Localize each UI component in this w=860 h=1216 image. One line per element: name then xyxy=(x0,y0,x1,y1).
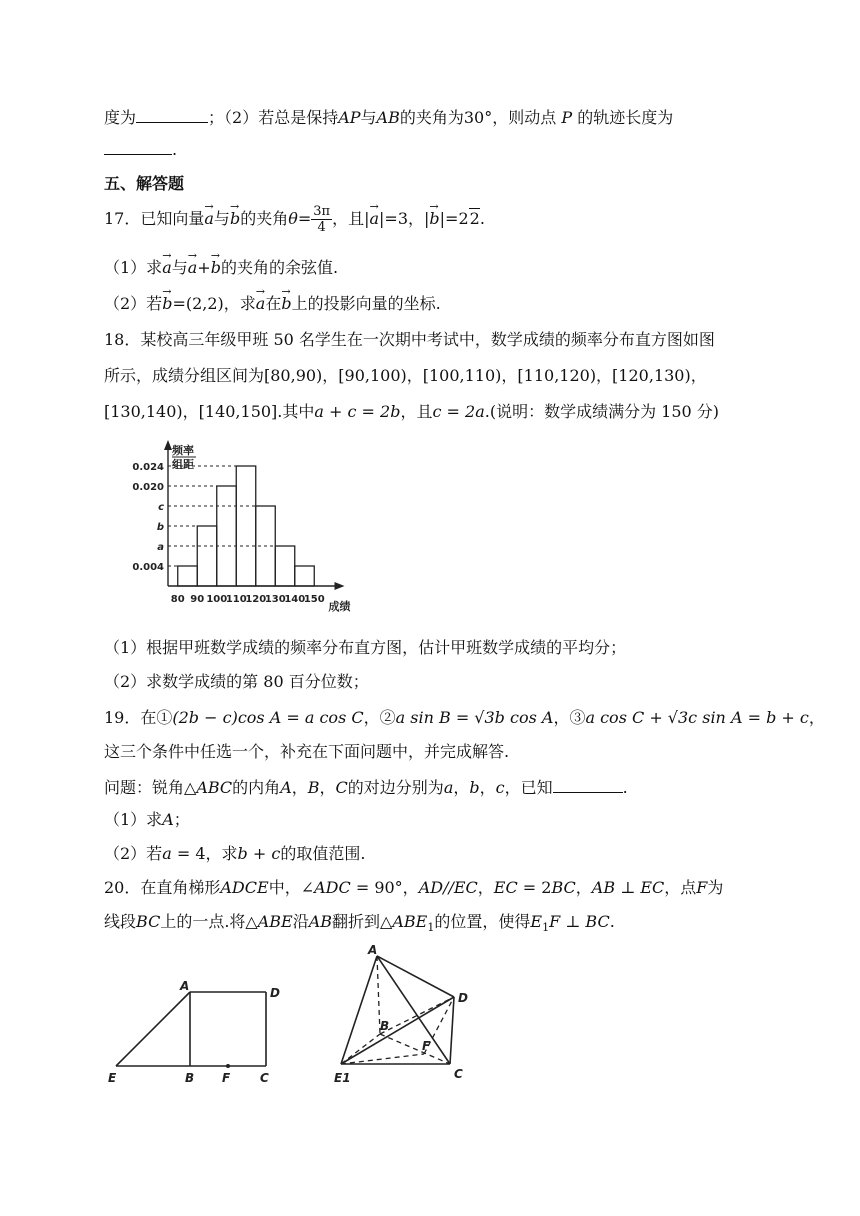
q19-part1: （1）求A； xyxy=(104,810,190,829)
point-f xyxy=(226,1064,230,1068)
label-c: C xyxy=(454,1067,463,1081)
q20-line1: 20．在直角梯形ADCE中，∠ADC = 90°，AD//EC，EC = 2BC，AB ⊥ EC，点F为 xyxy=(104,878,724,897)
y-tick-label: 0.024 xyxy=(132,462,164,473)
y-tick-label: 0.020 xyxy=(132,482,164,493)
q19-line1: 19．在①(2b − c)cos A = a cos C，②a sin B = √3b cos A，③a cos C + √3c sin A = b + c， xyxy=(104,708,825,727)
label-f: F xyxy=(222,1071,231,1085)
histogram-bar xyxy=(217,486,237,586)
x-tick-label: 90 xyxy=(190,594,205,605)
histogram-bar xyxy=(178,566,198,586)
y-axis-label-top: 频率 xyxy=(172,444,194,457)
q19-line3: 问题：锐角△ABC的内角A，B，C的对边分别为a，b，c，已知 . xyxy=(104,774,628,800)
q18-line2: 所示，成绩分组区间为[80,90)，[90,100)，[100,110)，[110,120)，[120,130)， xyxy=(104,366,707,385)
y-axis-arrow xyxy=(164,440,172,450)
label-b: B xyxy=(185,1071,195,1085)
x-tick-label: 150 xyxy=(303,594,325,605)
histogram-bar xyxy=(197,526,217,586)
histogram-bar xyxy=(236,466,256,586)
edge-dc xyxy=(450,997,454,1064)
label-a: A xyxy=(368,943,378,957)
trapezoid-figure xyxy=(104,970,294,1090)
x-tick-label: 140 xyxy=(284,594,306,605)
q17-part1: （1）求→ a与→ a+→ b的夹角的余弦值. xyxy=(104,256,338,280)
q19-line2: 这三个条件中任选一个，补充在下面问题中，并完成解答. xyxy=(104,742,510,761)
answer-blank xyxy=(553,774,623,793)
folded-pyramid-figure xyxy=(330,940,520,1095)
label-e: E xyxy=(108,1071,117,1085)
x-axis-label: 成绩 xyxy=(328,600,351,613)
label-d: D xyxy=(458,991,468,1005)
answer-blank xyxy=(136,104,208,123)
x-tick-label: 80 xyxy=(170,594,185,605)
q18-part2: （2）求数学成绩的第 80 百分位数； xyxy=(104,672,369,691)
label-d: D xyxy=(270,986,280,1000)
segment-ae xyxy=(116,992,190,1066)
x-axis-arrow xyxy=(335,582,345,590)
histogram-bar xyxy=(295,566,315,586)
q18-part1: （1）根据甲班数学成绩的频率分布直方图，估计甲班数学成绩的平均分； xyxy=(104,638,627,657)
y-axis-label-bottom: 组距 xyxy=(172,458,194,471)
section-heading: 五、解答题 xyxy=(104,174,185,193)
q18-line3: [130,140)，[140,150].其中a + c = 2b，且c = 2a.(说明：数学成绩满分为 150 分) xyxy=(104,402,720,421)
histogram-bar xyxy=(275,546,295,586)
edge-e1d xyxy=(341,997,454,1064)
label-a: A xyxy=(180,979,190,993)
label-c: C xyxy=(260,1071,269,1085)
answer-blank xyxy=(104,136,172,155)
edge-ae1 xyxy=(341,956,377,1064)
label-f: F xyxy=(422,1039,431,1053)
q19-part2: （2）若a = 4，求b + c的取值范围. xyxy=(104,844,366,863)
dashed-e1b xyxy=(341,1034,380,1064)
q17-line1: 17．已知向量→ a与→ b的夹角θ= $\frac{3\pi}{4}$ ，且|→ a|=3，|→ b|=22. xyxy=(104,202,485,236)
edge-ad xyxy=(377,956,454,997)
y-tick-label: a xyxy=(157,542,164,553)
x-tick-label: 120 xyxy=(245,594,267,605)
histogram-chart xyxy=(118,436,378,616)
q17-part2: （2）若→ b=(2,2)，求→ a在→ b上的投影向量的坐标. xyxy=(104,292,441,316)
q20-line2: 线段BC上的一点.将△ABE沿AB翻折到$\triangle ABE_1$的位置，使得$E_1F$ ⊥ BC. xyxy=(104,912,615,935)
q16-tail-line1: 度为 ；（2）若总是保持AP与AB的夹角为30°，则动点 P 的轨迹长度为 xyxy=(104,104,673,130)
q18-line1: 18．某校高三年级甲班 50 名学生在一次期中考试中，数学成绩的频率分布直方图如图 xyxy=(104,330,715,349)
x-tick-label: 130 xyxy=(264,594,286,605)
label-e1: E1 xyxy=(334,1071,351,1085)
dashed-e1f xyxy=(341,1054,424,1064)
y-tick-label: b xyxy=(156,522,164,533)
label-b: B xyxy=(380,1019,390,1033)
y-tick-label: 0.004 xyxy=(132,562,164,573)
y-tick-label: c xyxy=(158,502,164,513)
q16-tail-line2: . xyxy=(104,136,177,162)
x-tick-label: 110 xyxy=(225,594,247,605)
x-tick-label: 100 xyxy=(206,594,228,605)
